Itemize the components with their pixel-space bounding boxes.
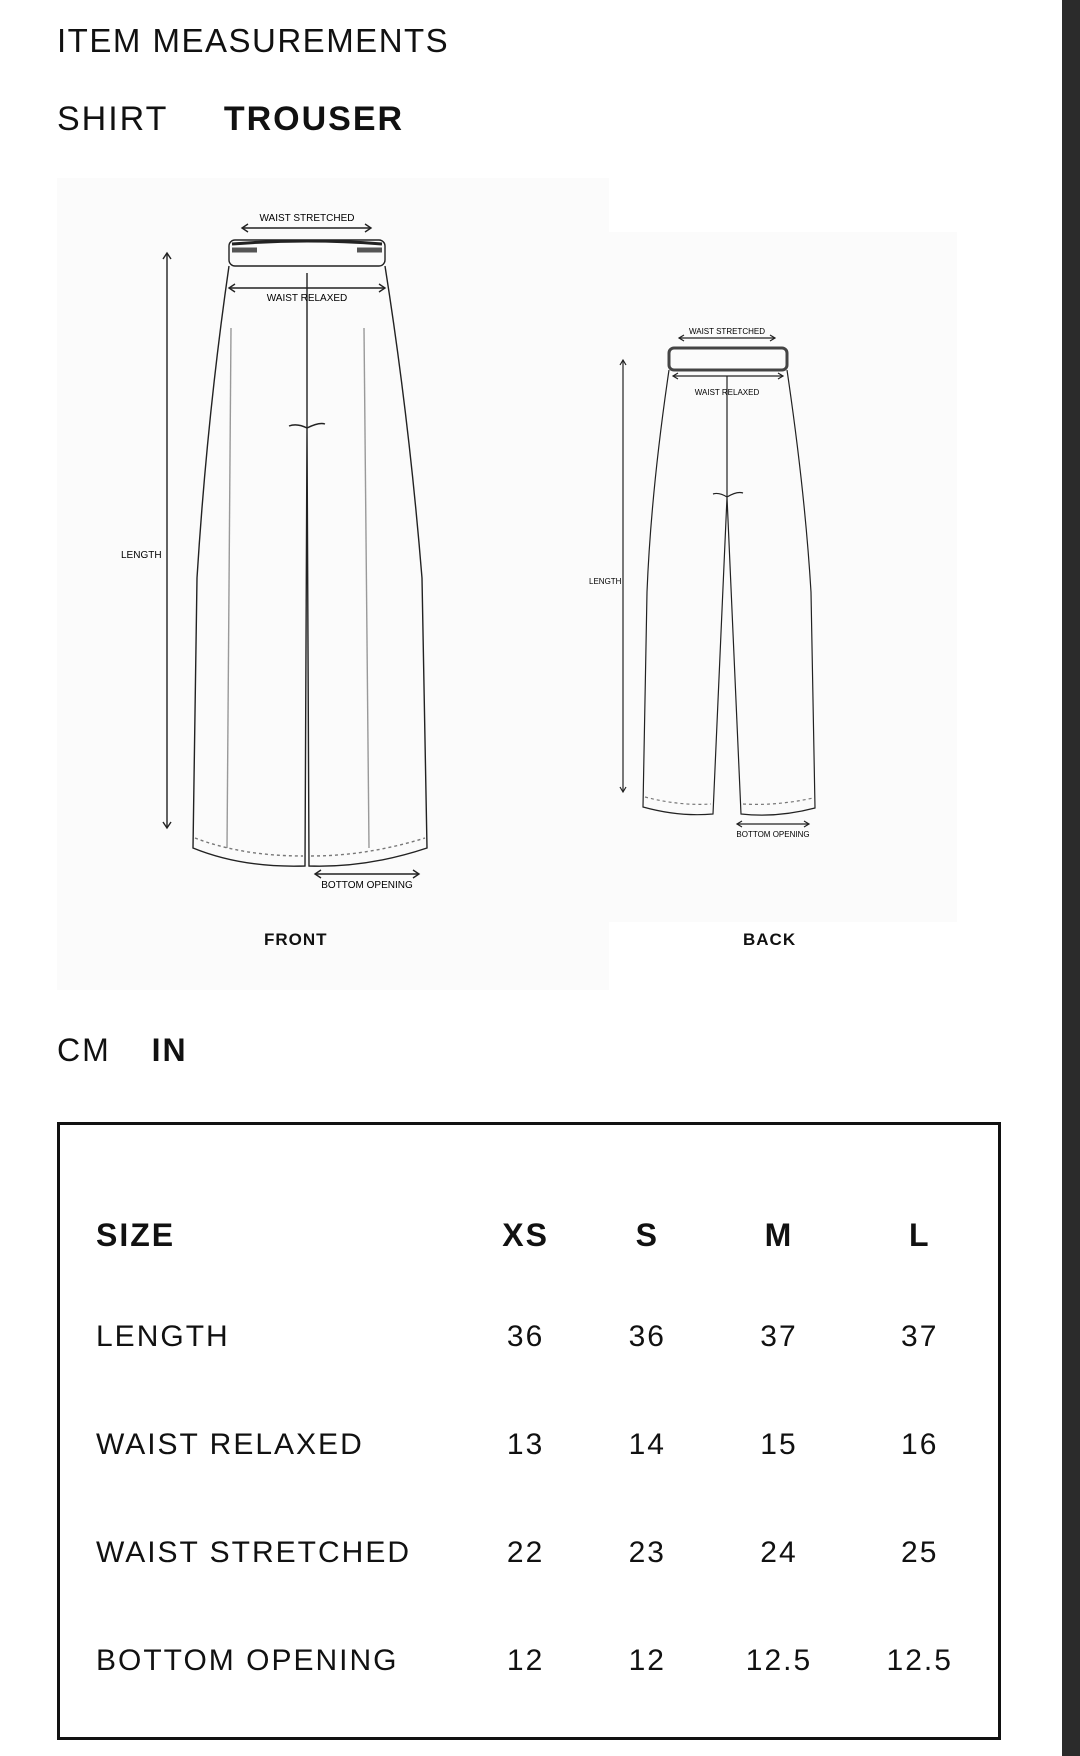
tab-in[interactable]: IN <box>151 1032 188 1068</box>
scrollbar-track <box>1062 0 1080 1756</box>
row-label: BOTTOM OPENING <box>96 1644 399 1677</box>
back-trouser-drawing <box>589 232 957 922</box>
cell-value: 12 <box>506 1644 545 1677</box>
header-l: L <box>908 1216 931 1253</box>
table-header-row <box>96 1187 998 1283</box>
header-xs: XS <box>502 1216 549 1253</box>
cell-value: 36 <box>628 1320 666 1353</box>
unit-tabs <box>57 1032 218 1069</box>
cell-value: 23 <box>628 1536 666 1569</box>
front-length-label: LENGTH <box>121 550 162 561</box>
row-label: WAIST STRETCHED <box>96 1536 412 1569</box>
front-diagram <box>57 178 609 990</box>
header-size: SIZE <box>96 1216 176 1253</box>
back-bottom-opening-label: BOTTOM OPENING <box>736 830 810 839</box>
table-row <box>96 1607 998 1715</box>
header-s: S <box>635 1216 659 1253</box>
back-diagram <box>589 232 957 922</box>
back-length-label: LENGTH <box>589 577 622 586</box>
cell-value: 37 <box>901 1320 939 1353</box>
header-m: M <box>764 1216 794 1253</box>
back-waist-relaxed-label: WAIST RELAXED <box>694 388 760 397</box>
size-table-container <box>57 1122 1001 1740</box>
cell-value: 13 <box>506 1428 545 1461</box>
cell-value: 12.5 <box>886 1644 953 1677</box>
back-waist-stretched-label: WAIST STRETCHED <box>688 327 766 336</box>
table-row <box>96 1499 998 1607</box>
cell-value: 14 <box>628 1428 666 1461</box>
front-trouser-drawing <box>57 178 609 990</box>
front-bottom-opening-label: BOTTOM OPENING <box>321 880 413 891</box>
back-caption: BACK <box>743 930 797 949</box>
cell-value: 16 <box>901 1428 939 1461</box>
cell-value: 36 <box>506 1320 545 1353</box>
cell-value: 25 <box>901 1536 939 1569</box>
tab-cm[interactable]: CM <box>57 1032 111 1068</box>
page-title: ITEM MEASUREMENTS <box>57 22 450 59</box>
front-waist-stretched-label: WAIST STRETCHED <box>259 213 355 224</box>
cell-value: 15 <box>760 1428 798 1461</box>
cell-value: 37 <box>760 1320 798 1353</box>
front-caption: FRONT <box>264 930 328 949</box>
table-row <box>96 1283 998 1391</box>
cell-value: 22 <box>506 1536 545 1569</box>
size-table <box>96 1187 998 1715</box>
cell-value: 12.5 <box>745 1644 813 1677</box>
row-label: LENGTH <box>96 1320 230 1353</box>
front-waist-relaxed-label: WAIST RELAXED <box>266 293 348 304</box>
tab-trouser[interactable]: TROUSER <box>223 100 405 138</box>
tab-shirt[interactable]: SHIRT <box>57 100 169 138</box>
garment-tabs <box>57 100 448 139</box>
row-label: WAIST RELAXED <box>96 1428 364 1461</box>
table-row <box>96 1391 998 1499</box>
cell-value: 12 <box>628 1644 666 1677</box>
cell-value: 24 <box>760 1536 798 1569</box>
